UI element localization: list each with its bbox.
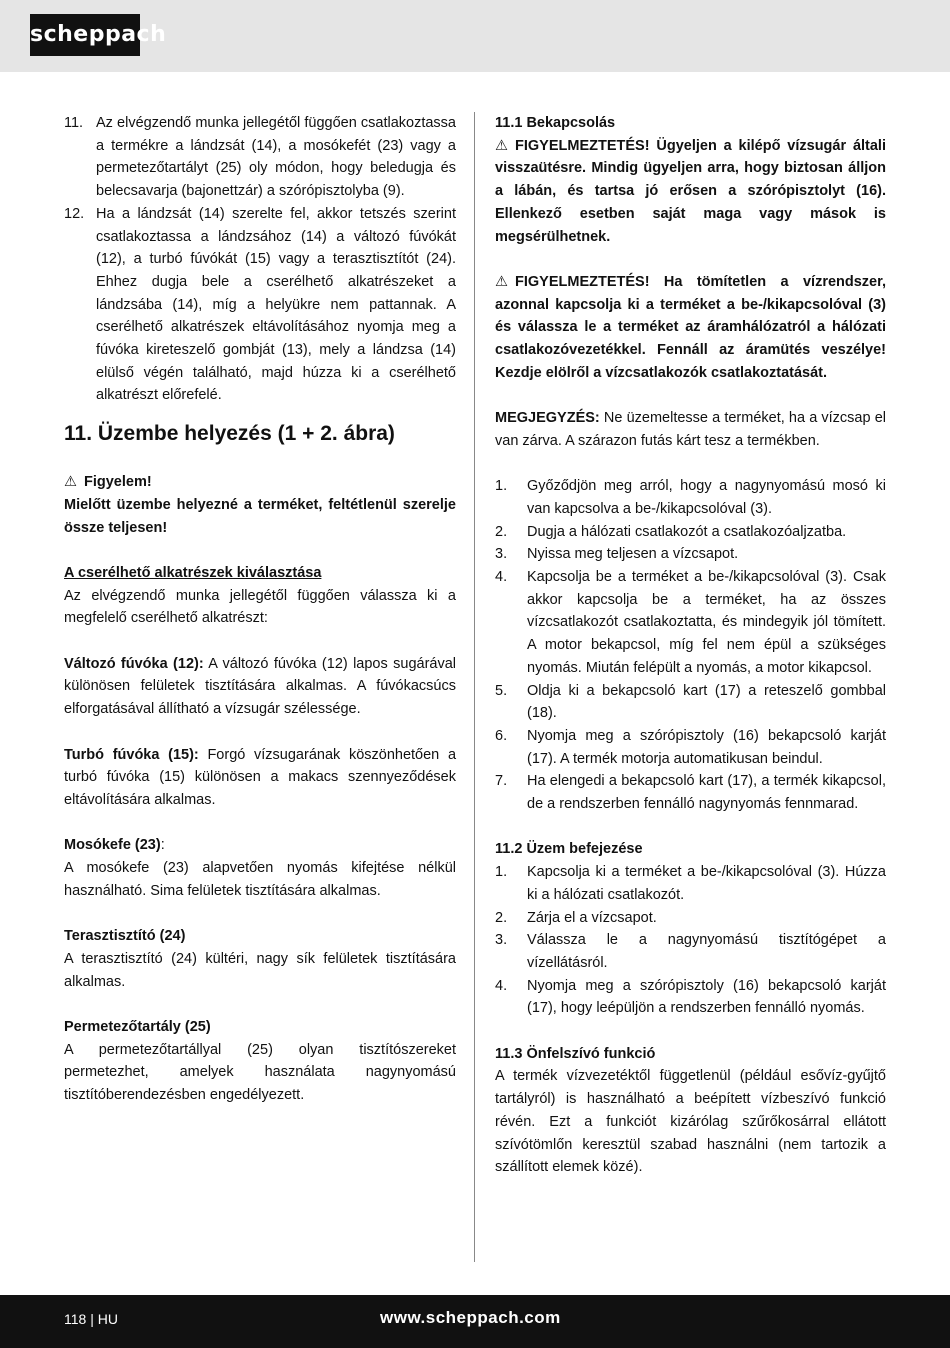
self-priming-text: A termék vízvezetéktől függetlenül (például esővíz-gyűjtő tartályról) is használható a beépített vízbeszívó funkció révén. Ezt a funkciót kizárólag szűrőkosárral ellátott szívótömlőn keresztül szabad használni (nem tartozik a szállított elemek közé). [495,1068,886,1176]
variable-nozzle-paragraph: Változó fúvóka (12): A változó fúvóka (12) lapos sugárával különösen felületek tisztítására alkalmas. A fúvókacsúcs elforgatásával állítható a vízsugár szélessége. [64,655,456,718]
list-item: 2. Dugja a hálózati csatlakozót a csatlakozóaljzatba. [495,523,847,540]
warning-triangle-icon: ⚠ [495,273,508,290]
list-item: 2. Zárja el a vízcsapot. [495,909,657,926]
section-11-1-title: 11.1 Bekapcsolás [495,115,616,131]
page-number: 118 | HU [64,1311,118,1327]
list-item: 4. Kapcsolja be a terméket a be-/kikapcsolóval (3). Csak akkor kapcsolja be a terméket, ha az összes vízcsatlakozót csatlakoztatta, és mindegyik jól tömített. A motor bekapcsol, míg fel nem épül a szükséges nyomás. Miután felépült a nyomás, a motor kikapcsol. [495,569,886,676]
power-off-steps-list [495,861,886,1020]
list-item: 6. Nyomja meg a szórópisztoly (16) bekapcsoló karját (17). A termék motorja automatikusan beindul. [495,727,886,767]
spray-title: Permetezőtartály (25) [64,1018,211,1035]
list-item: 1. Kapcsolja ki a terméket a be-/kikapcsolóval (3). Húzza ki a hálózati csatlakozót. [495,864,886,903]
list-item: 7. Ha elengedi a bekapcsoló kart (17), a termék kikapcsol, de a rendszerben fennálló nagynyomás fennmarad. [495,773,886,813]
list-item: 12. Ha a lándzsát (14) szerelte fel, akkor tetszés szerint csatlakoztassa a lándzsához (14) a változó fúvókát (12), a turbó fúvókát (15) vagy a terasztisztítót (24). Ehhez dugja bele a cserélhető alkatrészeket a lándzsába (14), míg a helyükre nem pattannak. A cserélhető alkatrészek eltávolításához nyomja meg a fúvóka kireteszelő gombját (13), mely a lándzsa (14) elülső végén található, majd húzza ki a cserélhető alkatrészt előrefelé. [64,205,456,404]
warning-1: ⚠ FIGYELMEZTETÉS! Ügyeljen a kilépő vízsugár általi visszaütésre. Mindig ügyeljen arra, hogy biztosan álljon a lábán, és tartsa jó erősen a szórópisztolyt (16). Ellenkező esetben saját maga vagy mások is megsérülhetnek. [495,135,886,249]
attention-title: ⚠ Figyelem! [64,471,456,494]
list-item: 4. Nyomja meg a szórópisztoly (16) bekapcsoló karját (17), hogy leépüljön a rendszerben fennálló nyomás. [495,977,886,1017]
warning-2: ⚠ FIGYELMEZTETÉS! Ha tömítetlen a vízrendszer, azonnal kapcsolja ki a terméket a be-/kikapcsolóval (3) és válassza le a terméket az áramhálózatról a hálózati csatlakozóvezetékkel. Fennáll az áramütés veszélye! Kezdje elölről a vízcsatlakozók csatlakoztatását. [495,271,886,385]
section-11-3-title: 11.3 Önfelszívó funkció [495,1045,656,1062]
note-paragraph: MEGJEGYZÉS: Ne üzemeltesse a terméket, ha a vízcsap el van zárva. A szárazon futás kárt tesz a termékben. [495,410,886,449]
list-item: 5. Oldja ki a bekapcsoló kart (17) a reteszelő gombbal (18). [495,682,886,722]
list-item: 11. Az elvégzendő munka jellegétől függően csatlakoztassa a termékre a lándzsát (14), a mosókefét (23) vagy a permetezőtartályt (25) oly módon, hogy beledugja és belecsavarja (bajonettzár) a szórópisztolyba (9). [64,115,456,200]
page-header [0,0,950,72]
assembly-steps-list [64,112,456,407]
section-11-2-title: 11.2 Üzem befejezése [495,841,643,858]
scheppach-logo: scheppach [30,14,140,56]
select-title: A cserélhető alkatrészek kiválasztása [64,564,322,581]
page-footer [0,1295,950,1348]
list-item: 1. Győződjön meg arról, hogy a nagynyomású mosó ki van kapcsolva a be-/kikapcsolóval (3). [495,478,886,517]
website-link[interactable]: www.scheppach.com [380,1308,561,1327]
attention-text: Mielőtt üzembe helyezné a terméket, feltétlenül szerelje össze teljesen! [64,496,456,536]
warning-triangle-icon: ⚠ [495,137,508,154]
patio-text: A terasztisztító (24) kültéri, nagy sík felületek tisztítására alkalmas. [64,950,456,990]
warning-triangle-icon: ⚠ [64,474,77,491]
column-divider [474,112,475,1262]
turbo-nozzle-paragraph: Turbó fúvóka (15): Forgó vízsugarának köszönhetően a turbó fúvóka (15) különösen a makacs szennyeződések eltávolítására alkalmas. [64,746,457,808]
brush-text: A mosókefe (23) alapvetően nyomás kifejtése nélkül használható. Sima felületek tisztítására alkalmas. [64,860,456,899]
list-item: 3. Válassza le a nagynyomású tisztítógépet a vízellátásról. [495,932,886,971]
right-column [495,112,886,1179]
select-text: Az elvégzendő munka jellegétől függően válassza ki a megfelelő cserélhető alkatrészt: [64,587,456,627]
patio-title: Terasztisztító (24) [64,928,186,945]
power-on-steps-list [495,475,886,816]
section-heading: 11. Üzembe helyezés (1 + 2. ábra) [64,422,395,446]
spray-text: A permetezőtartállyal (25) olyan tisztítószereket permetezhet, amelyek használata nagynyomású tisztítóberendezésben engedélyezett. [64,1041,456,1104]
list-item: 3. Nyissa meg teljesen a vízcsapot. [495,546,739,563]
brush-title: Mosókefe (23): [64,837,165,854]
left-column [64,112,456,1107]
